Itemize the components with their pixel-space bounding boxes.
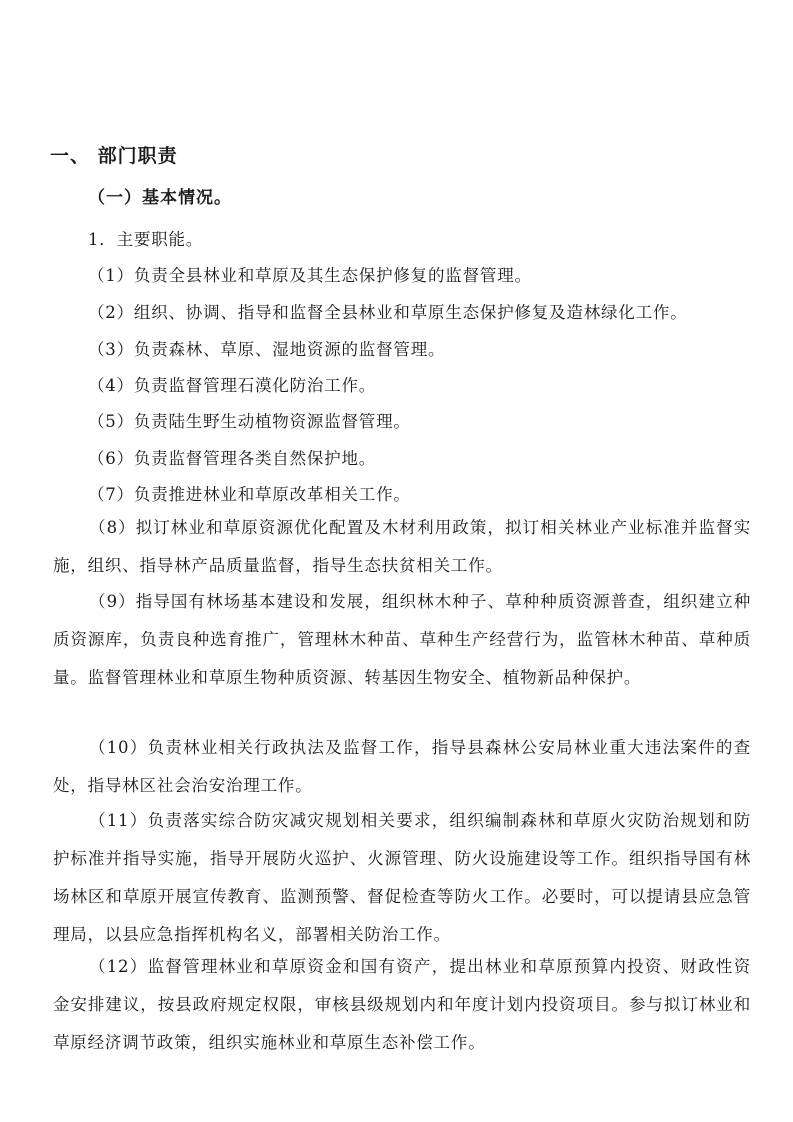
duty-item-7: （7）负责推进林业和草原改革相关工作。 [88,485,411,504]
duty-item-1: （1）负责全县林业和草原及其生态保护修复的监督管理。 [88,266,532,285]
section-heading: 一、 部门职责 [50,145,178,167]
duty-item-11: （11）负责落实综合防灾减灾规划相关要求，组织编制森林和草原火灾防治规划和防护标准并指导实施，指导开展防火巡护、火源管理、防火设施建设等工作。组织指导国有林场林区和草原开展宣传教育、监测预警、督促检查等防火工作。必要时，可以提请县应急管理局，以县应急指挥机构名义，部署相关防治工作。 [53,811,751,944]
duty-item-4: （4）负责监督管理石漠化防治工作。 [88,376,377,395]
duty-item-9: （9）指导国有林场基本建设和发展，组织林木种子、草种种质资源普查，组织建立种质资源库，负责良种选育推广，管理林木种苗、草种生产经营行为，监管林木种苗、草种质量。监督管理林业和草原生物种质资源、转基因生物安全、植物新品种保护。 [53,592,751,687]
duty-item-8: （8）拟订林业和草原资源优化配置及木材利用政策，拟订相关林业产业标准并监督实施，组织、指导林产品质量监督，指导生态扶贫相关工作。 [53,518,751,575]
subsection-heading: （一）基本情况。 [88,188,232,208]
duty-item-2: （2）组织、协调、指导和监督全县林业和草原生态保护修复及造林绿化工作。 [88,303,688,322]
duty-item-3: （3）负责森林、草原、湿地资源的监督管理。 [88,340,446,359]
duty-item-12: （12）监督管理林业和草原资金和国有资产，提出林业和草原预算内投资、财政性资金安排建议，按县政府规定权限，审核县级规划内和年度计划内投资项目。参与拟订林业和草原经济调节政策，组织实施林业和草原生态补偿工作。 [53,957,751,1052]
duty-item-6: （6）负责监督管理各类自然保护地。 [88,449,377,468]
item-heading: 1．主要职能。 [88,230,204,249]
duty-item-5: （5）负责陆生野生动植物资源监督管理。 [88,412,411,431]
duty-item-10: （10）负责林业相关行政执法及监督工作，指导县森林公安局林业重大违法案件的查处，指导林区社会治安治理工作。 [53,738,751,795]
